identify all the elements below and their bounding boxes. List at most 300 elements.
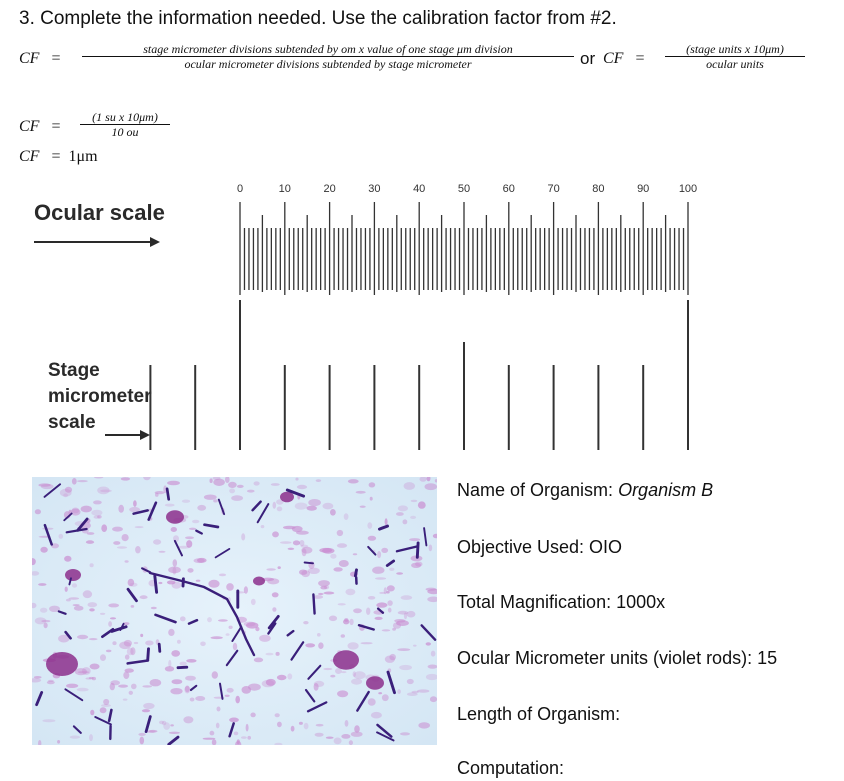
stain-speck bbox=[397, 648, 410, 651]
stain-speck bbox=[375, 577, 386, 579]
stain-speck bbox=[133, 500, 137, 507]
stain-speck bbox=[267, 578, 279, 584]
stain-speck bbox=[266, 679, 276, 686]
stain-speck bbox=[301, 547, 312, 554]
ocular-tick-label: 10 bbox=[278, 183, 291, 195]
stain-speck bbox=[403, 519, 408, 524]
stain-speck bbox=[182, 500, 190, 503]
stain-speck bbox=[339, 560, 349, 567]
stage-label-line2: micrometer bbox=[48, 386, 152, 407]
stain-speck bbox=[125, 654, 130, 659]
ocular-tick-labels bbox=[237, 183, 697, 195]
stain-speck bbox=[345, 589, 355, 596]
formula1-numerator: stage micrometer divisions subtended by om x value of one stage μm division bbox=[82, 42, 574, 57]
stain-speck bbox=[418, 501, 426, 508]
stain-speck bbox=[409, 538, 420, 541]
stain-speck bbox=[277, 722, 282, 728]
stain-speck bbox=[66, 599, 71, 602]
stain-speck bbox=[184, 686, 190, 693]
stain-speck bbox=[72, 478, 77, 485]
stain-speck bbox=[246, 622, 258, 628]
stain-speck bbox=[200, 642, 206, 647]
stain-speck bbox=[378, 692, 382, 694]
stain-speck bbox=[89, 638, 98, 640]
stain-speck bbox=[77, 688, 89, 692]
ocular-tick-label: 20 bbox=[323, 183, 336, 195]
stain-speck bbox=[86, 540, 94, 544]
stain-speck bbox=[226, 633, 230, 636]
stain-speck bbox=[326, 737, 334, 739]
stain-speck bbox=[197, 558, 207, 563]
stain-speck bbox=[118, 685, 128, 688]
stain-speck bbox=[44, 623, 48, 629]
stain-speck bbox=[185, 676, 196, 681]
stain-speck bbox=[207, 617, 212, 622]
stain-speck bbox=[247, 736, 251, 740]
stain-speck bbox=[370, 497, 373, 501]
stain-speck bbox=[272, 592, 279, 597]
stain-speck bbox=[112, 641, 116, 645]
stain-speck bbox=[261, 525, 265, 528]
computation-line: Computation: bbox=[457, 758, 565, 778]
stain-speck bbox=[195, 696, 205, 701]
stain-speck bbox=[400, 732, 410, 735]
stain-speck bbox=[101, 524, 107, 532]
stain-speck bbox=[413, 645, 417, 647]
stain-speck bbox=[411, 563, 421, 568]
stain-speck bbox=[250, 713, 255, 718]
stain-speck bbox=[145, 641, 153, 646]
stain-speck bbox=[254, 658, 263, 663]
stage-label-line3: scale bbox=[48, 412, 96, 433]
formula3-denominator: 10 ou bbox=[111, 125, 139, 139]
stain-speck bbox=[235, 696, 240, 704]
stain-speck bbox=[299, 540, 304, 546]
stain-speck bbox=[425, 483, 438, 490]
stain-speck bbox=[280, 541, 292, 544]
stain-speck bbox=[140, 634, 143, 637]
formula2-numerator: (stage units x 10μm) bbox=[665, 42, 805, 57]
stain-speck bbox=[288, 548, 295, 550]
stain-speck bbox=[401, 595, 413, 600]
stain-speck bbox=[91, 510, 102, 516]
stain-speck bbox=[106, 650, 112, 653]
stage-arrow-icon bbox=[140, 430, 150, 440]
stain-speck bbox=[225, 695, 230, 697]
stain-speck bbox=[187, 568, 193, 573]
stain-speck bbox=[81, 506, 92, 513]
stain-speck bbox=[217, 707, 221, 712]
stain-speck bbox=[293, 540, 300, 545]
stain-speck bbox=[259, 635, 271, 642]
stain-speck bbox=[314, 683, 319, 691]
stain-speck bbox=[315, 733, 324, 737]
stain-speck bbox=[227, 688, 234, 693]
stain-speck bbox=[351, 679, 362, 685]
stain-speck bbox=[348, 642, 359, 649]
stain-speck bbox=[396, 572, 403, 574]
stain-speck bbox=[375, 617, 383, 620]
stain-speck bbox=[77, 480, 88, 482]
stain-speck bbox=[229, 718, 239, 723]
stain-speck bbox=[329, 616, 337, 622]
ocular-tick-label: 80 bbox=[592, 183, 605, 195]
stain-speck bbox=[212, 671, 218, 679]
stain-speck bbox=[337, 543, 347, 548]
stain-speck bbox=[88, 602, 98, 607]
stain-speck bbox=[170, 688, 182, 694]
violet-rod bbox=[159, 644, 160, 651]
stain-speck bbox=[430, 696, 437, 702]
stain-speck bbox=[277, 675, 287, 680]
stain-speck bbox=[228, 482, 237, 488]
stain-speck bbox=[333, 567, 342, 571]
stain-speck bbox=[337, 530, 343, 536]
stage-label-line1: Stage bbox=[48, 360, 100, 381]
stain-speck bbox=[113, 541, 120, 545]
stain-speck bbox=[233, 643, 237, 650]
stain-speck bbox=[155, 491, 165, 494]
stain-speck bbox=[301, 570, 310, 577]
stain-speck bbox=[83, 590, 92, 598]
stain-speck bbox=[307, 506, 317, 511]
stain-speck bbox=[330, 675, 335, 678]
stain-speck bbox=[407, 679, 414, 684]
stain-speck bbox=[418, 722, 430, 728]
stain-speck bbox=[218, 619, 228, 622]
stain-speck bbox=[389, 568, 394, 571]
stain-speck bbox=[65, 587, 68, 592]
stain-speck bbox=[229, 488, 235, 493]
stain-speck bbox=[100, 707, 107, 713]
stain-speck bbox=[210, 731, 215, 736]
ocular-units-line: Ocular Micrometer units (violet rods): 15 bbox=[457, 648, 778, 668]
micrometer-scale-figure bbox=[0, 170, 844, 455]
stain-speck bbox=[196, 580, 201, 582]
stain-speck bbox=[165, 666, 174, 671]
stain-speck bbox=[165, 504, 175, 507]
stain-speck bbox=[186, 659, 196, 663]
stain-speck bbox=[273, 502, 277, 509]
stain-speck bbox=[404, 482, 415, 490]
stain-speck bbox=[366, 608, 370, 615]
stain-speck bbox=[34, 676, 42, 679]
stain-speck bbox=[72, 508, 80, 514]
stain-speck bbox=[70, 736, 80, 739]
stain-speck bbox=[42, 528, 53, 530]
stain-speck bbox=[385, 656, 395, 663]
stain-speck bbox=[66, 684, 78, 688]
formula1-fraction bbox=[82, 42, 574, 71]
stain-speck bbox=[158, 551, 165, 553]
stain-speck bbox=[118, 505, 124, 513]
formula3-lhs: CF = bbox=[19, 118, 61, 135]
stain-speck bbox=[189, 528, 196, 530]
stain-speck bbox=[203, 738, 216, 740]
stain-speck bbox=[75, 668, 87, 675]
stain-speck bbox=[368, 698, 376, 705]
stain-speck bbox=[254, 481, 260, 485]
stain-speck bbox=[272, 607, 276, 612]
stain-speck bbox=[153, 539, 161, 544]
stain-speck bbox=[318, 642, 323, 649]
stain-speck bbox=[404, 612, 407, 619]
ocular-tick-label: 100 bbox=[678, 183, 698, 195]
stain-speck bbox=[72, 583, 77, 587]
stain-speck bbox=[90, 563, 94, 567]
stain-speck bbox=[385, 518, 388, 525]
stain-speck bbox=[318, 580, 330, 586]
stain-speck bbox=[89, 677, 94, 679]
stain-speck bbox=[128, 579, 135, 587]
stain-speck bbox=[41, 620, 50, 622]
stain-speck bbox=[348, 479, 359, 483]
stain-speck bbox=[396, 512, 404, 516]
stain-speck bbox=[57, 740, 60, 744]
organism-name-value: Organism B bbox=[618, 480, 714, 500]
stain-speck bbox=[287, 673, 292, 679]
stain-speck bbox=[60, 489, 72, 497]
stain-speck bbox=[40, 547, 47, 553]
stain-speck bbox=[140, 737, 145, 745]
stain-speck bbox=[338, 603, 346, 605]
stain-speck bbox=[272, 531, 279, 537]
stain-speck bbox=[117, 546, 127, 548]
stain-speck bbox=[35, 509, 41, 514]
stain-speck bbox=[89, 608, 95, 611]
stain-speck bbox=[417, 689, 429, 692]
violet-rod bbox=[313, 595, 314, 614]
stain-speck bbox=[211, 636, 223, 639]
stain-speck bbox=[100, 654, 106, 661]
violet-rod bbox=[355, 570, 356, 576]
stain-speck bbox=[299, 722, 303, 725]
stain-speck bbox=[125, 560, 129, 562]
stage-ticks bbox=[150, 300, 688, 450]
stain-speck bbox=[219, 574, 226, 577]
stain-speck bbox=[185, 536, 194, 539]
stain-speck bbox=[376, 602, 387, 607]
stain-speck bbox=[387, 585, 395, 591]
stain-speck bbox=[291, 726, 295, 732]
stain-speck bbox=[369, 482, 376, 487]
formula1-lhs: CF = bbox=[19, 50, 61, 67]
stain-speck bbox=[110, 617, 116, 619]
stain-speck bbox=[41, 484, 54, 489]
stain-speck bbox=[319, 548, 332, 553]
stain-speck bbox=[278, 566, 281, 569]
stain-speck bbox=[308, 499, 321, 506]
violet-clump bbox=[280, 492, 294, 503]
formula3-numerator: (1 su x 10μm) bbox=[80, 110, 170, 125]
stain-speck bbox=[372, 567, 384, 574]
stain-speck bbox=[316, 479, 321, 482]
stain-speck bbox=[251, 599, 256, 605]
violet-clump bbox=[65, 569, 81, 581]
stain-speck bbox=[94, 515, 100, 518]
stain-speck bbox=[89, 734, 93, 741]
stain-speck bbox=[305, 643, 315, 647]
ocular-tick-label: 40 bbox=[413, 183, 426, 195]
stain-speck bbox=[304, 723, 309, 730]
violet-clump bbox=[46, 652, 78, 676]
stain-speck bbox=[171, 527, 177, 532]
stain-speck bbox=[108, 621, 112, 627]
stain-speck bbox=[93, 500, 102, 504]
stain-speck bbox=[330, 509, 336, 516]
stain-speck bbox=[38, 583, 46, 586]
stain-speck bbox=[158, 582, 162, 584]
stain-speck bbox=[388, 608, 392, 613]
formula-or: or bbox=[580, 49, 596, 68]
violet-clump bbox=[166, 510, 184, 524]
stain-speck bbox=[387, 600, 392, 606]
stain-speck bbox=[129, 691, 133, 695]
stain-speck bbox=[397, 689, 401, 694]
stain-speck bbox=[295, 503, 308, 510]
stain-speck bbox=[197, 505, 206, 511]
stain-speck bbox=[112, 527, 123, 532]
formula2-fraction bbox=[665, 42, 805, 71]
stain-speck bbox=[320, 586, 327, 590]
stain-speck bbox=[344, 513, 349, 520]
stain-speck bbox=[399, 665, 412, 670]
stain-speck bbox=[216, 723, 220, 729]
stain-speck bbox=[127, 648, 134, 656]
stain-speck bbox=[140, 595, 148, 599]
organism-name-line: Name of Organism: Organism B bbox=[457, 480, 714, 500]
stain-speck bbox=[183, 716, 193, 723]
stain-speck bbox=[177, 640, 181, 644]
stain-speck bbox=[90, 710, 94, 716]
violet-clump bbox=[253, 577, 265, 586]
stain-speck bbox=[323, 668, 332, 670]
stain-speck bbox=[90, 664, 100, 670]
stain-speck bbox=[143, 703, 154, 709]
question-heading: 3. Complete the information needed. Use the calibration factor from #2. bbox=[19, 8, 617, 29]
stain-speck bbox=[77, 635, 88, 639]
stain-speck bbox=[180, 662, 187, 666]
ocular-tick-label: 50 bbox=[457, 183, 471, 195]
stain-speck bbox=[341, 734, 350, 739]
stain-speck bbox=[426, 642, 431, 645]
stain-speck bbox=[190, 698, 195, 702]
stain-speck bbox=[283, 526, 296, 529]
stain-speck bbox=[246, 724, 249, 732]
stain-speck bbox=[296, 531, 309, 535]
stain-speck bbox=[324, 592, 335, 595]
stain-speck bbox=[398, 505, 408, 511]
stain-speck bbox=[168, 629, 174, 636]
stain-speck bbox=[134, 642, 138, 644]
ocular-tick-label: 0 bbox=[236, 183, 244, 195]
stain-speck bbox=[353, 553, 357, 555]
stain-speck bbox=[353, 671, 356, 677]
stain-speck bbox=[429, 545, 433, 552]
ocular-tick-label: 90 bbox=[637, 183, 650, 195]
stain-speck bbox=[337, 690, 348, 697]
stain-speck bbox=[241, 736, 247, 739]
stain-speck bbox=[101, 704, 111, 707]
stain-speck bbox=[110, 683, 115, 690]
ocular-tick-label: 60 bbox=[502, 183, 515, 195]
violet-clump bbox=[333, 650, 359, 670]
stain-speck bbox=[204, 495, 217, 500]
stain-speck bbox=[237, 485, 244, 488]
stain-speck bbox=[361, 642, 373, 644]
violet-clump bbox=[366, 676, 384, 690]
stain-speck bbox=[382, 694, 389, 701]
stain-speck bbox=[334, 738, 342, 745]
micrograph-image bbox=[32, 477, 437, 745]
stain-speck bbox=[349, 740, 353, 745]
stain-speck bbox=[275, 713, 280, 717]
stain-speck bbox=[167, 580, 176, 584]
stain-speck bbox=[64, 556, 71, 562]
stain-speck bbox=[377, 551, 381, 558]
stain-speck bbox=[345, 720, 349, 727]
stain-speck bbox=[431, 651, 436, 657]
formula1-denominator: ocular micrometer divisions subtended by stage micrometer bbox=[184, 57, 472, 71]
stain-speck bbox=[241, 533, 245, 540]
stain-speck bbox=[318, 593, 324, 595]
stain-speck bbox=[426, 588, 437, 591]
length-of-organism-line: Length of Organism: bbox=[457, 704, 621, 724]
stain-speck bbox=[213, 499, 218, 502]
total-magnification-line: Total Magnification: 1000x bbox=[457, 592, 666, 612]
stain-speck bbox=[350, 619, 354, 625]
stain-speck bbox=[247, 490, 255, 493]
violet-rod bbox=[155, 576, 157, 593]
stain-speck bbox=[231, 495, 243, 501]
stain-speck bbox=[168, 567, 181, 574]
formula2-lhs: CF = bbox=[603, 50, 645, 67]
stain-speck bbox=[381, 548, 388, 553]
stain-speck bbox=[371, 712, 382, 719]
stain-speck bbox=[410, 516, 416, 519]
stain-speck bbox=[317, 633, 321, 637]
stain-speck bbox=[121, 477, 130, 480]
formula4: CF = 1μm bbox=[19, 148, 98, 165]
formula2-denominator: ocular units bbox=[706, 57, 764, 71]
stain-speck bbox=[407, 611, 416, 618]
stain-speck bbox=[229, 626, 233, 629]
stain-speck bbox=[108, 603, 119, 607]
stain-speck bbox=[341, 634, 345, 638]
stain-speck bbox=[303, 621, 308, 624]
stain-speck bbox=[276, 652, 280, 656]
stain-speck bbox=[173, 559, 178, 567]
stain-speck bbox=[411, 500, 418, 502]
stain-speck bbox=[323, 503, 334, 510]
stain-speck bbox=[368, 536, 376, 541]
violet-rod bbox=[417, 543, 418, 557]
stain-speck bbox=[122, 534, 129, 541]
stain-speck bbox=[142, 685, 152, 687]
stain-speck bbox=[100, 490, 112, 493]
stain-speck bbox=[271, 483, 280, 486]
stain-speck bbox=[42, 719, 55, 722]
stain-speck bbox=[162, 721, 166, 726]
stain-speck bbox=[242, 686, 252, 694]
stain-speck bbox=[407, 692, 418, 696]
stain-speck bbox=[428, 665, 437, 669]
stain-speck bbox=[169, 732, 180, 734]
stain-speck bbox=[316, 724, 324, 727]
stain-speck bbox=[180, 616, 186, 621]
stain-speck bbox=[226, 583, 234, 591]
stain-speck bbox=[48, 680, 54, 682]
